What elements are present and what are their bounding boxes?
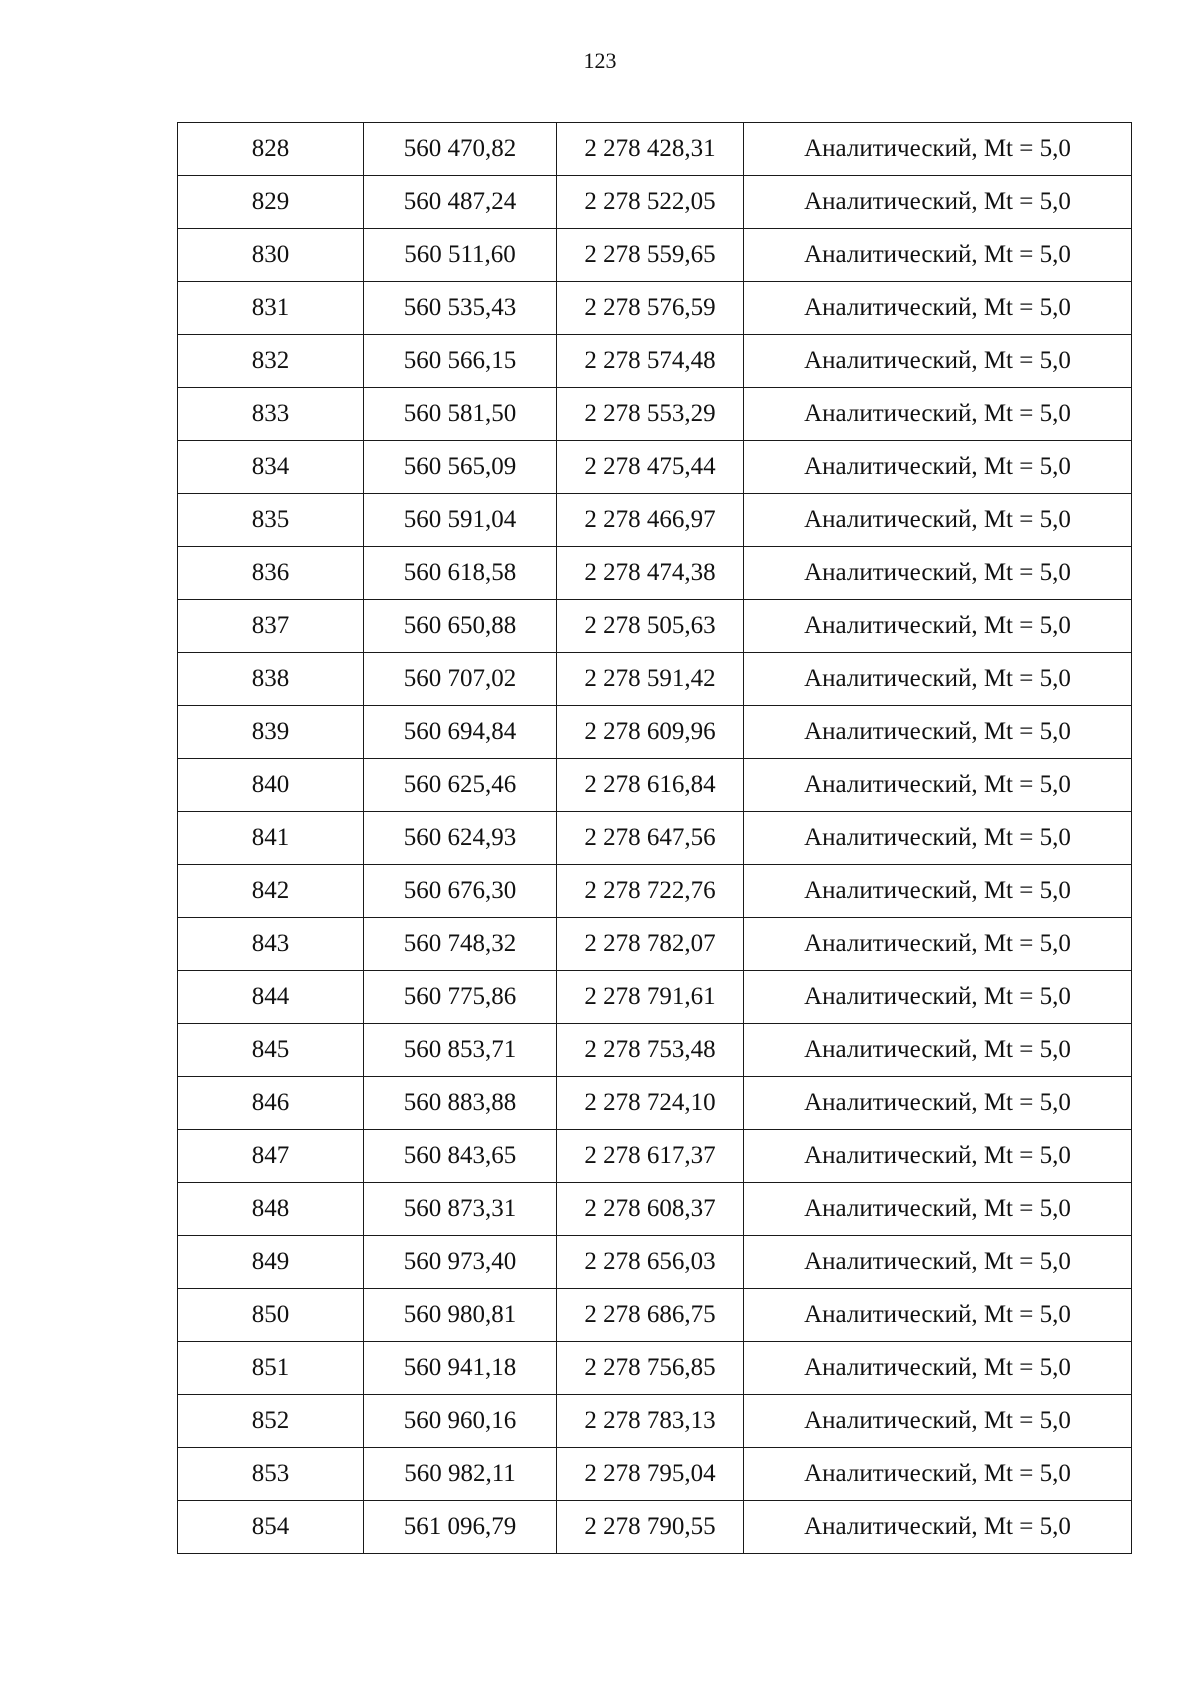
method-accuracy-cell: Аналитический, Mt = 5,0 — [744, 176, 1132, 229]
point-number-cell: 845 — [178, 1024, 364, 1077]
method-accuracy-cell: Аналитический, Mt = 5,0 — [744, 812, 1132, 865]
point-number-cell: 838 — [178, 653, 364, 706]
point-number-cell: 848 — [178, 1183, 364, 1236]
y-coordinate-cell: 2 278 616,84 — [557, 759, 744, 812]
x-coordinate-cell: 560 676,30 — [364, 865, 557, 918]
point-number-cell: 851 — [178, 1342, 364, 1395]
coordinates-table-body — [178, 123, 1132, 1554]
method-accuracy-cell: Аналитический, Mt = 5,0 — [744, 653, 1132, 706]
x-coordinate-cell: 560 707,02 — [364, 653, 557, 706]
method-accuracy-cell: Аналитический, Mt = 5,0 — [744, 1024, 1132, 1077]
method-accuracy-cell: Аналитический, Mt = 5,0 — [744, 918, 1132, 971]
y-coordinate-cell: 2 278 783,13 — [557, 1395, 744, 1448]
method-accuracy-cell: Аналитический, Mt = 5,0 — [744, 1342, 1132, 1395]
table-row — [178, 971, 1132, 1024]
point-number-cell: 843 — [178, 918, 364, 971]
method-accuracy-cell: Аналитический, Mt = 5,0 — [744, 1077, 1132, 1130]
x-coordinate-cell: 560 960,16 — [364, 1395, 557, 1448]
point-number-cell: 853 — [178, 1448, 364, 1501]
y-coordinate-cell: 2 278 576,59 — [557, 282, 744, 335]
x-coordinate-cell: 560 883,88 — [364, 1077, 557, 1130]
x-coordinate-cell: 560 581,50 — [364, 388, 557, 441]
y-coordinate-cell: 2 278 559,65 — [557, 229, 744, 282]
y-coordinate-cell: 2 278 686,75 — [557, 1289, 744, 1342]
table-row — [178, 1024, 1132, 1077]
table-row — [178, 176, 1132, 229]
point-number-cell: 840 — [178, 759, 364, 812]
table-row — [178, 1395, 1132, 1448]
table-row — [178, 282, 1132, 335]
table-row — [178, 388, 1132, 441]
table-row — [178, 1289, 1132, 1342]
method-accuracy-cell: Аналитический, Mt = 5,0 — [744, 494, 1132, 547]
y-coordinate-cell: 2 278 647,56 — [557, 812, 744, 865]
method-accuracy-cell: Аналитический, Mt = 5,0 — [744, 547, 1132, 600]
method-accuracy-cell: Аналитический, Mt = 5,0 — [744, 1395, 1132, 1448]
table-row — [178, 865, 1132, 918]
method-accuracy-cell: Аналитический, Mt = 5,0 — [744, 706, 1132, 759]
x-coordinate-cell: 560 775,86 — [364, 971, 557, 1024]
method-accuracy-cell: Аналитический, Mt = 5,0 — [744, 1130, 1132, 1183]
table-row — [178, 1448, 1132, 1501]
x-coordinate-cell: 560 982,11 — [364, 1448, 557, 1501]
point-number-cell: 834 — [178, 441, 364, 494]
method-accuracy-cell: Аналитический, Mt = 5,0 — [744, 123, 1132, 176]
method-accuracy-cell: Аналитический, Mt = 5,0 — [744, 441, 1132, 494]
point-number-cell: 847 — [178, 1130, 364, 1183]
table-row — [178, 1501, 1132, 1554]
y-coordinate-cell: 2 278 428,31 — [557, 123, 744, 176]
y-coordinate-cell: 2 278 591,42 — [557, 653, 744, 706]
point-number-cell: 849 — [178, 1236, 364, 1289]
point-number-cell: 828 — [178, 123, 364, 176]
point-number-cell: 830 — [178, 229, 364, 282]
method-accuracy-cell: Аналитический, Mt = 5,0 — [744, 1501, 1132, 1554]
y-coordinate-cell: 2 278 795,04 — [557, 1448, 744, 1501]
y-coordinate-cell: 2 278 466,97 — [557, 494, 744, 547]
method-accuracy-cell: Аналитический, Mt = 5,0 — [744, 759, 1132, 812]
y-coordinate-cell: 2 278 553,29 — [557, 388, 744, 441]
coordinates-table — [177, 122, 1132, 1554]
table-row — [178, 918, 1132, 971]
table-row — [178, 1077, 1132, 1130]
method-accuracy-cell: Аналитический, Mt = 5,0 — [744, 229, 1132, 282]
x-coordinate-cell: 560 470,82 — [364, 123, 557, 176]
table-row — [178, 1236, 1132, 1289]
y-coordinate-cell: 2 278 574,48 — [557, 335, 744, 388]
table-row — [178, 441, 1132, 494]
x-coordinate-cell: 560 748,32 — [364, 918, 557, 971]
table-row — [178, 335, 1132, 388]
x-coordinate-cell: 560 618,58 — [364, 547, 557, 600]
x-coordinate-cell: 560 487,24 — [364, 176, 557, 229]
y-coordinate-cell: 2 278 724,10 — [557, 1077, 744, 1130]
method-accuracy-cell: Аналитический, Mt = 5,0 — [744, 335, 1132, 388]
page-number: 123 — [583, 48, 617, 73]
x-coordinate-cell: 560 565,09 — [364, 441, 557, 494]
y-coordinate-cell: 2 278 782,07 — [557, 918, 744, 971]
x-coordinate-cell: 560 873,31 — [364, 1183, 557, 1236]
table-row — [178, 759, 1132, 812]
point-number-cell: 850 — [178, 1289, 364, 1342]
table-row — [178, 1183, 1132, 1236]
table-row — [178, 706, 1132, 759]
y-coordinate-cell: 2 278 656,03 — [557, 1236, 744, 1289]
y-coordinate-cell: 2 278 522,05 — [557, 176, 744, 229]
x-coordinate-cell: 560 625,46 — [364, 759, 557, 812]
x-coordinate-cell: 560 980,81 — [364, 1289, 557, 1342]
point-number-cell: 854 — [178, 1501, 364, 1554]
x-coordinate-cell: 561 096,79 — [364, 1501, 557, 1554]
table-row — [178, 547, 1132, 600]
y-coordinate-cell: 2 278 474,38 — [557, 547, 744, 600]
y-coordinate-cell: 2 278 609,96 — [557, 706, 744, 759]
x-coordinate-cell: 560 591,04 — [364, 494, 557, 547]
method-accuracy-cell: Аналитический, Mt = 5,0 — [744, 600, 1132, 653]
y-coordinate-cell: 2 278 791,61 — [557, 971, 744, 1024]
point-number-cell: 842 — [178, 865, 364, 918]
table-row — [178, 812, 1132, 865]
point-number-cell: 836 — [178, 547, 364, 600]
table-row — [178, 123, 1132, 176]
y-coordinate-cell: 2 278 505,63 — [557, 600, 744, 653]
method-accuracy-cell: Аналитический, Mt = 5,0 — [744, 865, 1132, 918]
method-accuracy-cell: Аналитический, Mt = 5,0 — [744, 282, 1132, 335]
y-coordinate-cell: 2 278 617,37 — [557, 1130, 744, 1183]
point-number-cell: 829 — [178, 176, 364, 229]
point-number-cell: 831 — [178, 282, 364, 335]
x-coordinate-cell: 560 694,84 — [364, 706, 557, 759]
x-coordinate-cell: 560 535,43 — [364, 282, 557, 335]
table-row — [178, 1342, 1132, 1395]
point-number-cell: 841 — [178, 812, 364, 865]
y-coordinate-cell: 2 278 753,48 — [557, 1024, 744, 1077]
method-accuracy-cell: Аналитический, Mt = 5,0 — [744, 1289, 1132, 1342]
table-row — [178, 1130, 1132, 1183]
point-number-cell: 852 — [178, 1395, 364, 1448]
table-row — [178, 494, 1132, 547]
y-coordinate-cell: 2 278 608,37 — [557, 1183, 744, 1236]
point-number-cell: 846 — [178, 1077, 364, 1130]
point-number-cell: 833 — [178, 388, 364, 441]
point-number-cell: 837 — [178, 600, 364, 653]
x-coordinate-cell: 560 941,18 — [364, 1342, 557, 1395]
method-accuracy-cell: Аналитический, Mt = 5,0 — [744, 1236, 1132, 1289]
x-coordinate-cell: 560 511,60 — [364, 229, 557, 282]
x-coordinate-cell: 560 566,15 — [364, 335, 557, 388]
table-row — [178, 229, 1132, 282]
x-coordinate-cell: 560 624,93 — [364, 812, 557, 865]
point-number-cell: 844 — [178, 971, 364, 1024]
y-coordinate-cell: 2 278 475,44 — [557, 441, 744, 494]
point-number-cell: 832 — [178, 335, 364, 388]
x-coordinate-cell: 560 843,65 — [364, 1130, 557, 1183]
table-row — [178, 600, 1132, 653]
point-number-cell: 839 — [178, 706, 364, 759]
method-accuracy-cell: Аналитический, Mt = 5,0 — [744, 388, 1132, 441]
x-coordinate-cell: 560 973,40 — [364, 1236, 557, 1289]
method-accuracy-cell: Аналитический, Mt = 5,0 — [744, 971, 1132, 1024]
table-row — [178, 653, 1132, 706]
y-coordinate-cell: 2 278 722,76 — [557, 865, 744, 918]
y-coordinate-cell: 2 278 790,55 — [557, 1501, 744, 1554]
point-number-cell: 835 — [178, 494, 364, 547]
method-accuracy-cell: Аналитический, Mt = 5,0 — [744, 1448, 1132, 1501]
x-coordinate-cell: 560 650,88 — [364, 600, 557, 653]
y-coordinate-cell: 2 278 756,85 — [557, 1342, 744, 1395]
method-accuracy-cell: Аналитический, Mt = 5,0 — [744, 1183, 1132, 1236]
x-coordinate-cell: 560 853,71 — [364, 1024, 557, 1077]
